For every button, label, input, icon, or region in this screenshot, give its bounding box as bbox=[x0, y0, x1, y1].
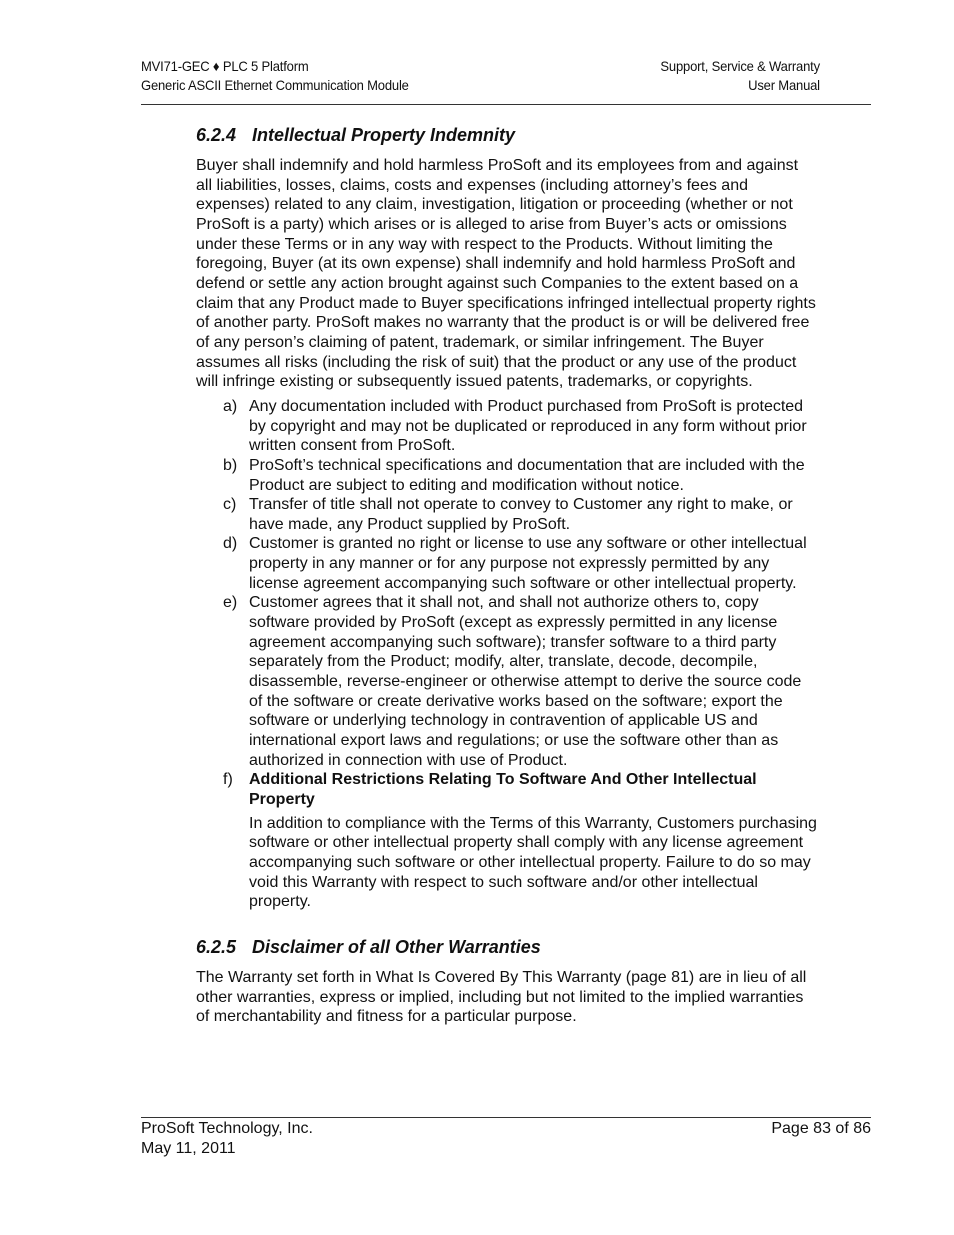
section-number: 6.2.5 bbox=[196, 936, 237, 957]
page-footer bbox=[141, 1119, 871, 1159]
list-item-bold-heading: Additional Restrictions Relating To Software And Other Intellectual Property bbox=[249, 771, 757, 808]
footer-divider bbox=[141, 1117, 871, 1118]
list-item-paragraph: In addition to compliance with the Terms of this Warranty, Customers purchasing software or other intellectual property shall comply with any license agreement accompanying such software or other intellectual property. Failure to do so may void this Warranty with respect to such software and/or other intellectual property. bbox=[249, 814, 817, 911]
list-item bbox=[196, 495, 818, 534]
section-title: Intellectual Property Indemnity bbox=[252, 125, 516, 145]
section-body: The Warranty set forth in What Is Covered By This Warranty (page 81) are in lieu of all other warranties, express or implied, including but not limited to the implied warranties of merchantability and fitness for a particular purpose. bbox=[196, 968, 807, 1026]
restrictions-list bbox=[196, 397, 818, 912]
list-item-label: e) bbox=[223, 594, 238, 612]
section-title: Disclaimer of all Other Warranties bbox=[252, 936, 541, 957]
header-row-2 bbox=[141, 76, 820, 95]
list-item bbox=[196, 456, 818, 495]
list-item-label: f) bbox=[223, 771, 233, 789]
header-product-title: MVI71-GEC ♦ PLC 5 Platform bbox=[141, 58, 309, 74]
header-chapter-title: Support, Service & Warranty bbox=[660, 58, 820, 74]
footer-date: May 11, 2011 bbox=[141, 1140, 236, 1157]
list-item-label: d) bbox=[223, 535, 238, 553]
section-heading-6-2-4 bbox=[196, 123, 818, 147]
list-item bbox=[196, 593, 818, 770]
list-item-text: Customer agrees that it shall not, and shall not authorize others to, copy software provided by ProSoft (except as expressly permitted in any license agreement accompanying such software); transfer software to a third party separately from the Product; modify, alter, translate, decode, decompile, disassemble, reverse-engineer or otherwise attempt to derive the source code of the software or create derivative works based on the software; export the software or underlying technology in contravention of applicable US and international export laws and regulations; or use the software other than as authorized in connection with use of Product. bbox=[249, 594, 802, 769]
list-item bbox=[196, 770, 818, 809]
header-row-1 bbox=[141, 57, 820, 76]
list-item-text: Any documentation included with Product purchased from ProSoft is protected by copyright and may not be duplicated or reproduced in any form without prior written consent from ProSoft. bbox=[249, 397, 807, 455]
footer-row-1 bbox=[141, 1119, 871, 1139]
list-item-label: c) bbox=[223, 496, 237, 514]
list-item-label: a) bbox=[223, 397, 238, 415]
footer-company: ProSoft Technology, Inc. bbox=[141, 1120, 313, 1137]
section-6-2-5 bbox=[196, 935, 818, 1027]
list-item-text: ProSoft’s technical specifications and documentation that are included with the Product are subject to editing and modification without notice. bbox=[249, 456, 805, 494]
list-item-text bbox=[249, 770, 818, 809]
footer-page-number: Page 83 of 86 bbox=[771, 1120, 871, 1137]
page-header bbox=[141, 57, 871, 95]
list-item bbox=[196, 534, 818, 593]
footer-row-2 bbox=[141, 1139, 871, 1159]
header-doc-type: User Manual bbox=[748, 77, 820, 93]
section-heading-6-2-5 bbox=[196, 935, 818, 959]
page-content bbox=[196, 123, 818, 1027]
list-item-label: b) bbox=[223, 456, 238, 474]
list-item bbox=[196, 397, 818, 456]
list-item-text: Customer is granted no right or license to use any software or other intellectual property in any manner or for any purpose not expressly permitted by any license agreement accompanying such software or other intellectual property. bbox=[249, 535, 807, 592]
section-body: Buyer shall indemnify and hold harmless ProSoft and its employees from and against all liabilities, losses, claims, costs and expenses (including attorney’s fees and expenses) related to any claim, investigation, litigation or proceeding (whether or not ProSoft is a party) which arises or is alleged to arise from Buyer’s acts or omissions under these Terms or in any way with respect to the Products. Without limiting the foregoing, Buyer (at its own expense) shall indemnify and hold harmless ProSoft and defend or settle any action brought against such Companies to the extent based on a claim that any Product made to Buyer specifications infringed intellectual property rights of another party. ProSoft makes no warranty that the product is or will be delivered free of any person’s claiming of patent, trademark, or similar infringement. The Buyer assumes all risks (including the risk of suit) that the product or any use of the product will infringe existing or subsequently issued patents, trademarks, or copyrights. bbox=[196, 157, 816, 391]
section-number: 6.2.4 bbox=[196, 125, 237, 145]
list-item-text: Transfer of title shall not operate to convey to Customer any right to make, or have made, any Product supplied by ProSoft. bbox=[249, 496, 793, 533]
header-divider bbox=[141, 104, 871, 105]
header-product-subtitle: Generic ASCII Ethernet Communication Module bbox=[141, 77, 409, 93]
